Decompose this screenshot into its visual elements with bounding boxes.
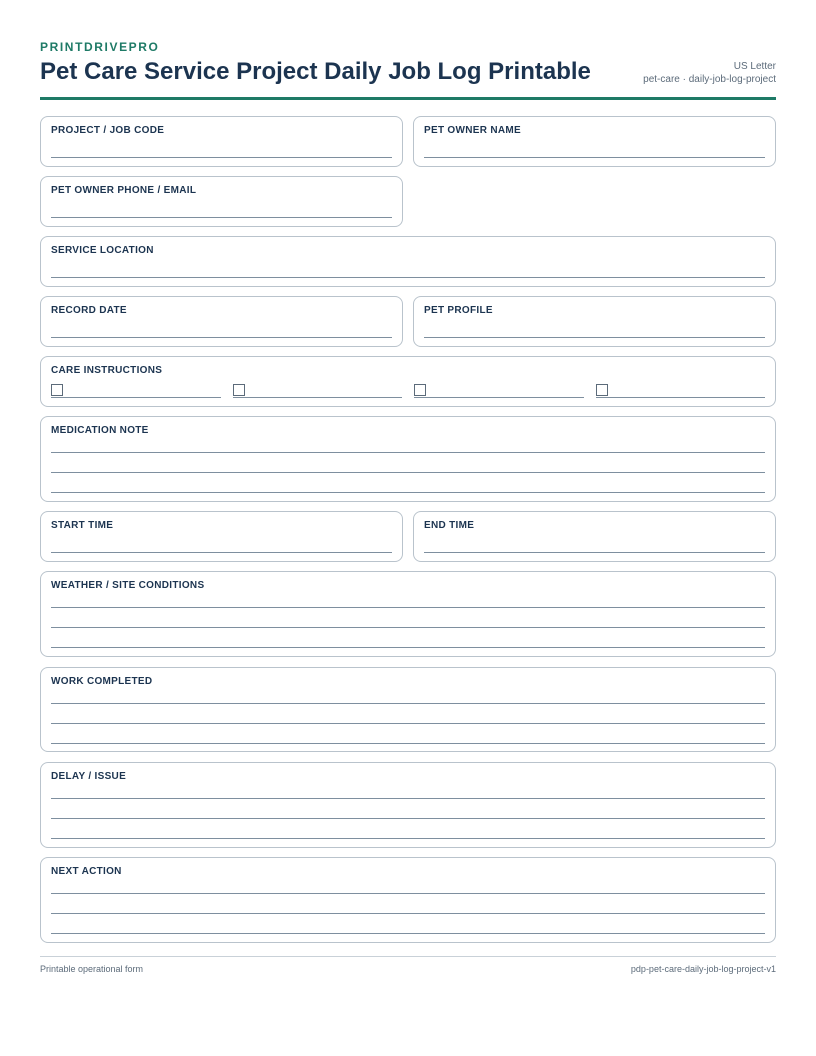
checklist-row: [51, 383, 765, 399]
start-time-field[interactable]: [40, 511, 403, 562]
write-line[interactable]: [51, 337, 392, 338]
field-label: PET PROFILE: [424, 305, 493, 316]
checklist-item[interactable]: [233, 383, 403, 398]
field-label: WEATHER / SITE CONDITIONS: [51, 580, 205, 591]
write-line[interactable]: [51, 913, 765, 914]
field-label: PET OWNER PHONE / EMAIL: [51, 185, 197, 196]
pet-owner-name-field[interactable]: [413, 116, 776, 167]
brand-name: PRINTDRIVEPRO: [40, 40, 160, 54]
field-label: RECORD DATE: [51, 305, 127, 316]
write-line[interactable]: [51, 472, 765, 473]
next-action-field[interactable]: [40, 857, 776, 943]
page-title: Pet Care Service Project Daily Job Log Printable: [40, 58, 591, 85]
write-line[interactable]: [424, 157, 765, 158]
project-job-code-field[interactable]: [40, 116, 403, 167]
checkbox[interactable]: [51, 384, 63, 396]
end-time-field[interactable]: [413, 511, 776, 562]
field-label: START TIME: [51, 520, 114, 531]
document-slug: pet-care · daily-job-log-project: [643, 74, 776, 85]
write-line[interactable]: [51, 893, 765, 894]
write-line[interactable]: [51, 627, 765, 628]
work-completed-field[interactable]: [40, 667, 776, 752]
footer-description: Printable operational form: [40, 964, 144, 974]
field-label: CARE INSTRUCTIONS: [51, 365, 163, 376]
write-line[interactable]: [51, 818, 765, 819]
document-meta: [643, 60, 776, 86]
field-label: MEDICATION NOTE: [51, 425, 149, 436]
write-line[interactable]: [51, 217, 392, 218]
service-location-field[interactable]: [40, 236, 776, 287]
write-line[interactable]: [51, 647, 765, 648]
field-label: PET OWNER NAME: [424, 125, 521, 136]
write-line[interactable]: [51, 157, 392, 158]
write-line[interactable]: [424, 337, 765, 338]
footer-divider: [40, 956, 776, 957]
write-line[interactable]: [51, 607, 765, 608]
field-label: NEXT ACTION: [51, 866, 122, 877]
write-line[interactable]: [51, 277, 765, 278]
write-line[interactable]: [51, 723, 765, 724]
care-instructions-field: [40, 356, 776, 407]
write-line[interactable]: [51, 743, 765, 744]
pet-profile-field[interactable]: [413, 296, 776, 347]
checkbox[interactable]: [414, 384, 426, 396]
write-line[interactable]: [51, 552, 392, 553]
medication-note-field[interactable]: [40, 416, 776, 502]
write-line[interactable]: [51, 933, 765, 934]
write-line[interactable]: [51, 703, 765, 704]
field-label: WORK COMPLETED: [51, 676, 153, 687]
checklist-item[interactable]: [414, 383, 584, 398]
field-label: DELAY / ISSUE: [51, 771, 127, 782]
write-line[interactable]: [51, 798, 765, 799]
checkbox[interactable]: [596, 384, 608, 396]
write-line[interactable]: [51, 492, 765, 493]
checklist-item[interactable]: [596, 383, 766, 398]
field-label: PROJECT / JOB CODE: [51, 125, 165, 136]
paper-size: US Letter: [733, 61, 776, 72]
weather-site-conditions-field[interactable]: [40, 571, 776, 657]
checklist-item[interactable]: [51, 383, 221, 398]
checkbox[interactable]: [233, 384, 245, 396]
write-line[interactable]: [51, 838, 765, 839]
field-label: END TIME: [424, 520, 475, 531]
pet-owner-contact-field[interactable]: [40, 176, 403, 227]
footer-form-id: pdp-pet-care-daily-job-log-project-v1: [630, 964, 776, 974]
record-date-field[interactable]: [40, 296, 403, 347]
field-label: SERVICE LOCATION: [51, 245, 154, 256]
write-line[interactable]: [51, 452, 765, 453]
write-line[interactable]: [424, 552, 765, 553]
delay-issue-field[interactable]: [40, 762, 776, 848]
header-divider: [40, 97, 776, 100]
